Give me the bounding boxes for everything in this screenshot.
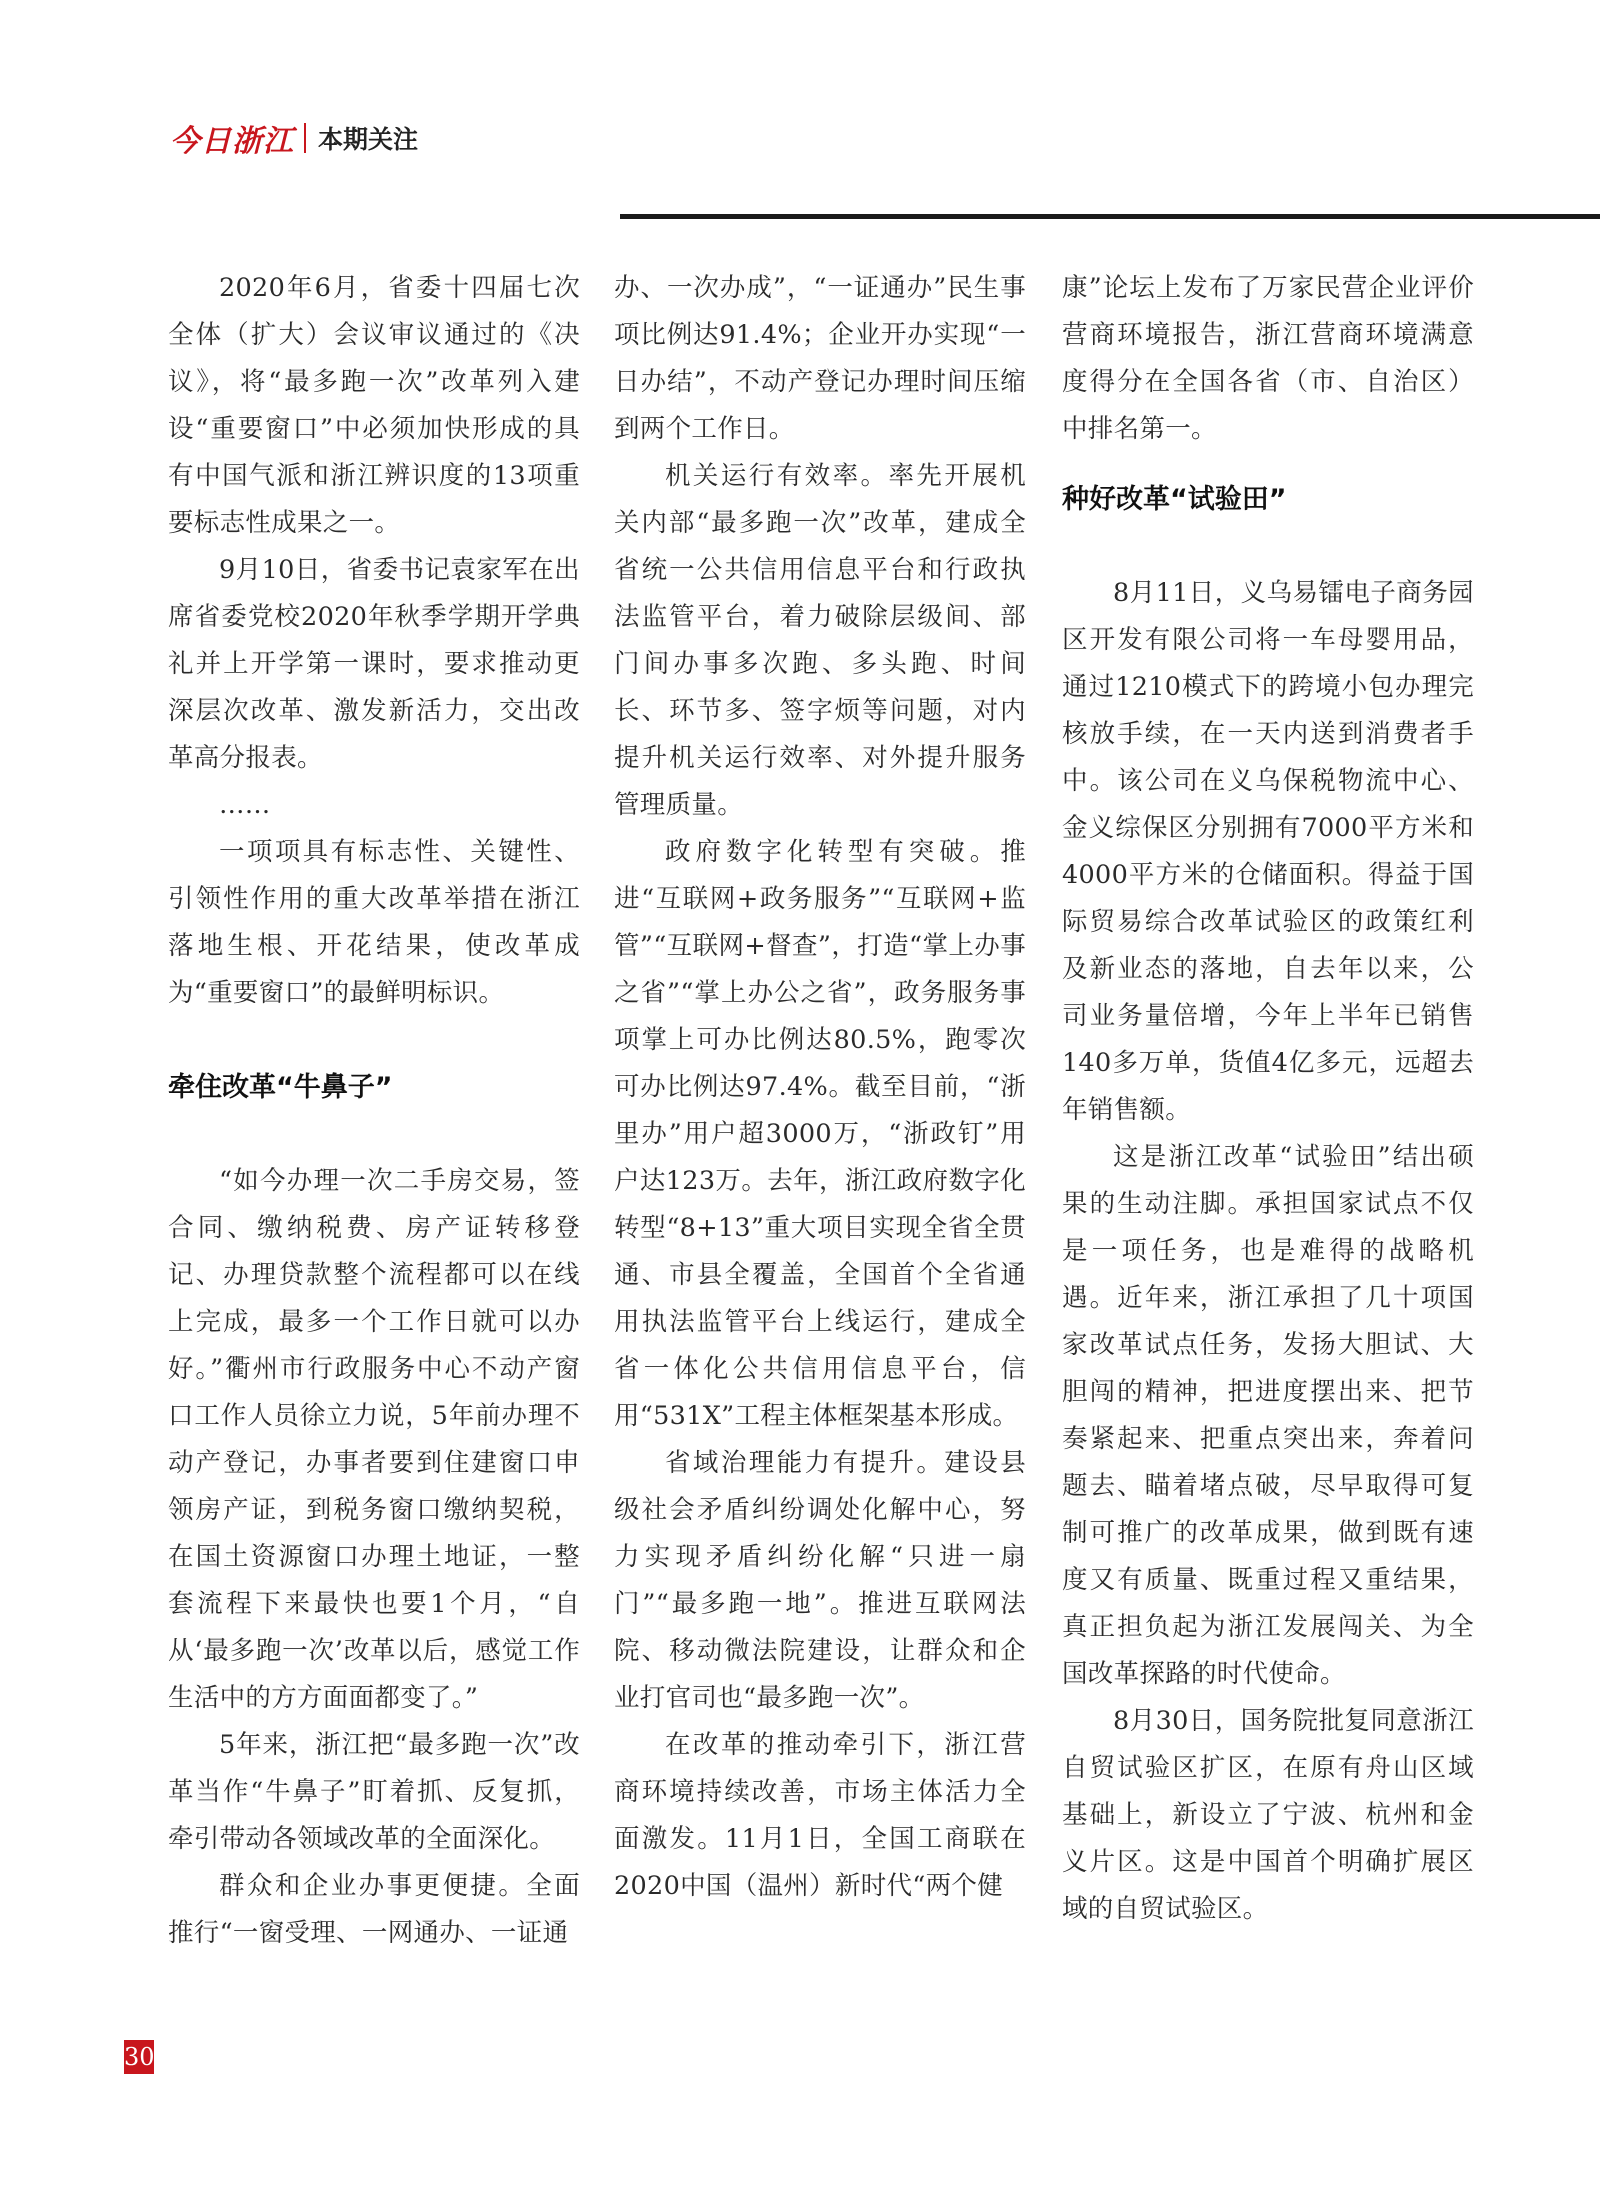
paragraph: 这是浙江改革“试验田”结出硕果的生动注脚。承担国家试点不仅是一项任务，也是难得的战略机遇。近年来，浙江承担了几十项国家改革试点任务，发扬大胆试、大胆闯的精神，把进度摆出来、把节奏紧起来、把重点突出来，奔着问题去、瞄着堵点破，尽早取得可复制可推广的改革成果，做到既有速度又有质量、既重过程又重结果，真正担负起为浙江发展闯关、为全国改革探路的时代使命。 xyxy=(1062,1142,1474,1689)
section-heading: 种好改革“试验田” xyxy=(1062,484,1287,515)
page-header xyxy=(170,118,418,158)
ellipsis: …… xyxy=(219,790,271,820)
paragraph: “如今办理一次二手房交易，签合同、缴纳税费、房产证转移登记、办理贷款整个流程都可以在线上完成，最多一个工作日就可以办好。”衢州市行政服务中心不动产窗口工作人员徐立力说，5年前办理不动产登记，办事者要到住建窗口申领房产证，到税务窗口缴纳契税，在国土资源窗口办理土地证，一整套流程下来最快也要1个月，“自从‘最多跑一次’改革以后，感觉工作生活中的方方面面都变了。” xyxy=(168,1166,580,1713)
column-1 xyxy=(168,265,580,1957)
page-number: 30 xyxy=(124,2040,154,2074)
paragraph: 一项项具有标志性、关键性、引领性作用的重大改革举措在浙江落地生根、开花结果，使改革成为“重要窗口”的最鲜明标识。 xyxy=(168,837,580,1008)
paragraph: 9月10日，省委书记袁家军在出席省委党校2020年秋季学期开学典礼并上开学第一课时，要求推动更深层次改革、激发新活力，交出改革高分报表。 xyxy=(168,555,580,773)
paragraph: 政府数字化转型有突破。推进“互联网+政务服务”“互联网+监管”“互联网+督查”，打造“掌上办事之省”“掌上办公之省”，政务服务事项掌上可办比例达80.5%，跑零次可办比例达97.4%。截至目前，“浙里办”用户超3000万，“浙政钉”用户达123万。去年，浙江政府数字化转型“8+13”重大项目实现全省全贯通、市县全覆盖，全国首个全省通用执法监管平台上线运行，建成全省一体化公共信用信息平台，信用“531X”工程主体框架基本形成。 xyxy=(614,837,1026,1431)
paragraph: 群众和企业办事更便捷。全面推行“一窗受理、一网通办、一证通 xyxy=(168,1871,580,1948)
paragraph: 5年来，浙江把“最多跑一次”改革当作“牛鼻子”盯着抓、反复抓，牵引带动各领域改革的全面深化。 xyxy=(168,1730,580,1854)
section-heading: 牵住改革“牛鼻子” xyxy=(168,1072,393,1103)
magazine-logo: 今日浙江 xyxy=(170,124,294,159)
paragraph: 2020年6月，省委十四届七次全体（扩大）会议审议通过的《决议》，将“最多跑一次”改革列入建设“重要窗口”中必须加快形成的具有中国气派和浙江辨识度的13项重要标志性成果之一。 xyxy=(168,273,580,538)
paragraph: 省域治理能力有提升。建设县级社会矛盾纠纷调处化解中心，努力实现矛盾纠纷化解“只进一扇门”“最多跑一地”。推进互联网法院、移动微法院建设，让群众和企业打官司也“最多跑一次”。 xyxy=(614,1448,1026,1713)
top-rule xyxy=(620,214,1600,219)
column-3 xyxy=(1062,265,1474,1933)
paragraph: 康”论坛上发布了万家民营企业评价营商环境报告，浙江营商环境满意度得分在全国各省（市、自治区）中排名第一。 xyxy=(1062,273,1474,444)
paragraph: 8月11日，义乌易镭电子商务园区开发有限公司将一车母婴用品，通过1210模式下的跨境小包办理完核放手续，在一天内送到消费者手中。该公司在义乌保税物流中心、金义综保区分别拥有7000平方米和4000平方米的仓储面积。得益于国际贸易综合改革试验区的政策红利及新业态的落地，自去年以来，公司业务量倍增，今年上半年已销售140多万单，货值4亿多元，远超去年销售额。 xyxy=(1062,578,1474,1125)
paragraph: 机关运行有效率。率先开展机关内部“最多跑一次”改革，建成全省统一公共信用信息平台和行政执法监管平台，着力破除层级间、部门间办事多次跑、多头跑、时间长、环节多、签字烦等问题，对内提升机关运行效率、对外提升服务管理质量。 xyxy=(614,461,1026,820)
section-title: 本期关注 xyxy=(318,125,419,154)
paragraph: 办、一次办成”，“一证通办”民生事项比例达91.4%；企业开办实现“一日办结”，不动产登记办理时间压缩到两个工作日。 xyxy=(614,273,1026,444)
paragraph: 8月30日，国务院批复同意浙江自贸试验区扩区，在原有舟山区域基础上，新设立了宁波、杭州和金义片区。这是中国首个明确扩展区域的自贸试验区。 xyxy=(1062,1706,1474,1924)
header-divider xyxy=(304,123,306,153)
column-2 xyxy=(614,265,1026,1910)
paragraph: 在改革的推动牵引下，浙江营商环境持续改善，市场主体活力全面激发。11月1日，全国工商联在2020中国（温州）新时代“两个健 xyxy=(614,1730,1026,1901)
